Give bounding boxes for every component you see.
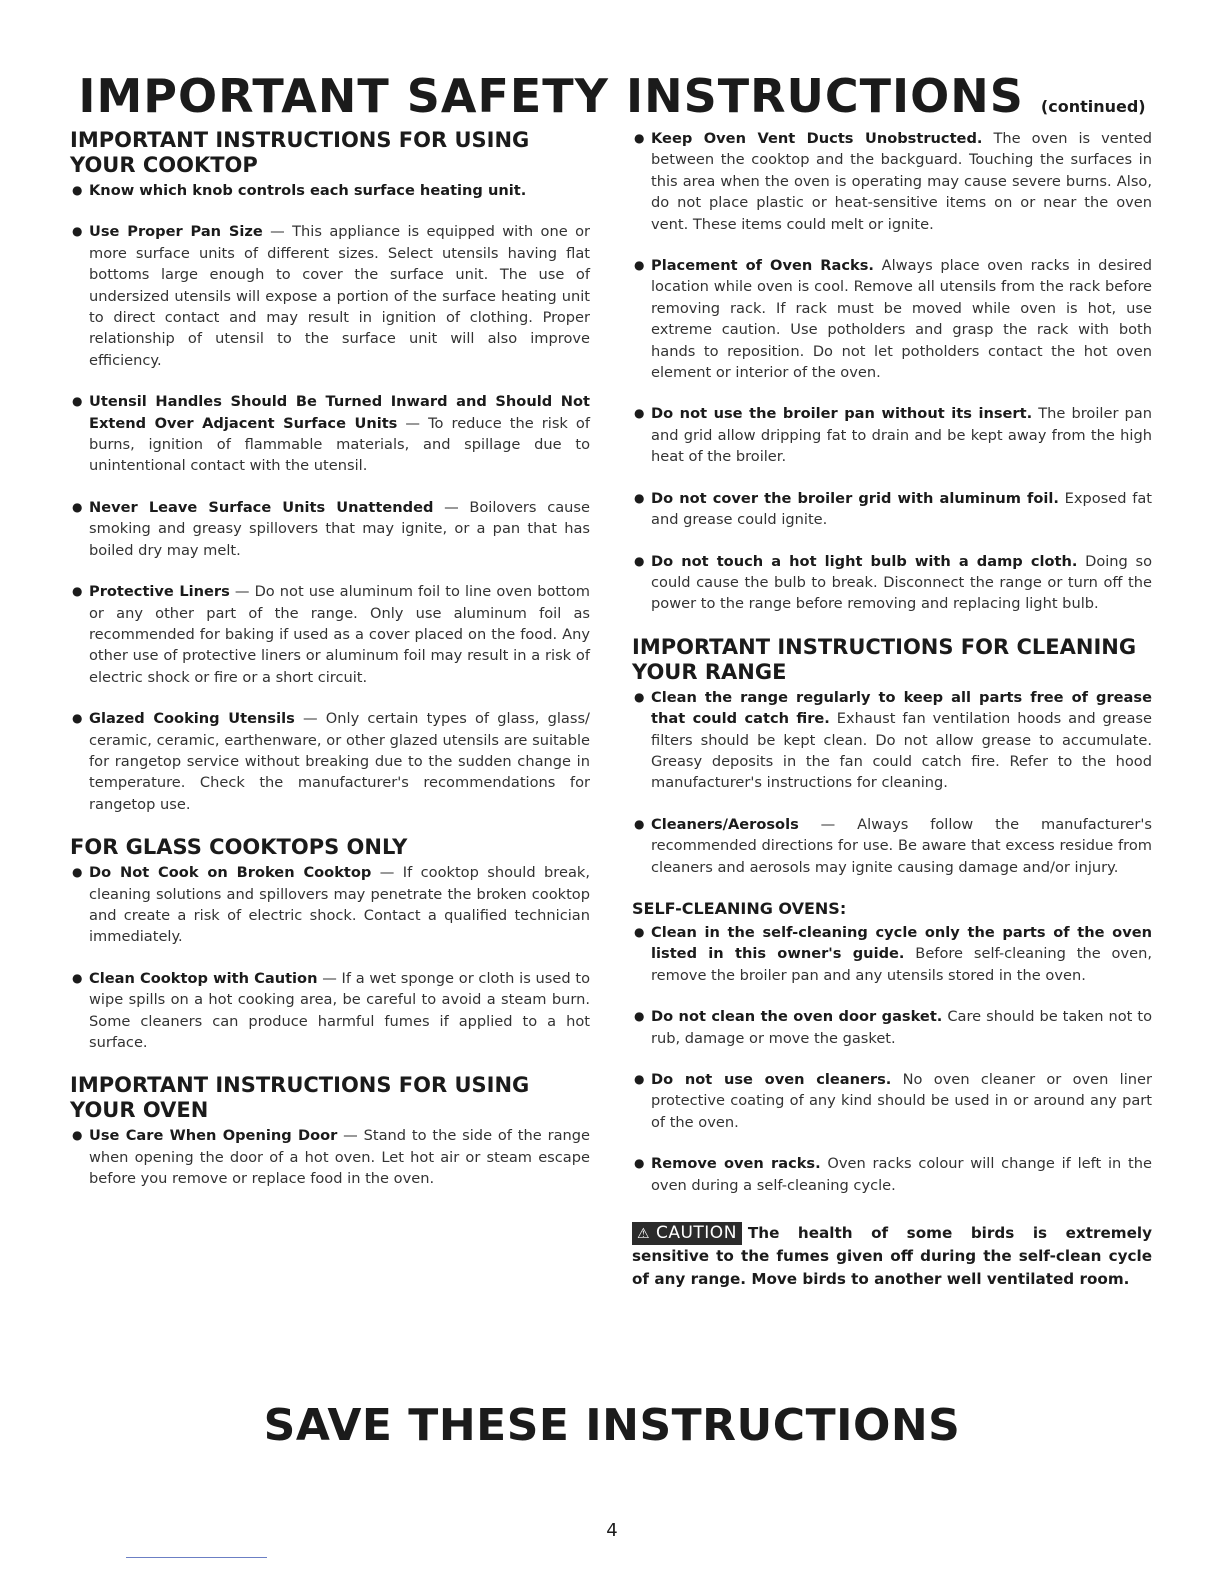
bullet-item-text: — Always follow the manufacturer's recommended directions for use. Be aware that excess residue from cleaners and aerosols may ignite causing damage and/or injury.	[651, 815, 1152, 876]
bullet-item	[632, 1153, 1152, 1196]
bullet-icon: ●	[634, 131, 645, 145]
bullet-item-lead: Protective Liners	[89, 583, 230, 601]
bullet-item-lead: Do not use oven cleaners.	[651, 1071, 892, 1088]
bullet-item	[632, 488, 1152, 531]
bullet-item-lead: Clean the range regularly to keep all parts free of grease that could catch fire.	[651, 688, 1152, 728]
bullet-item-text: Exhaust fan ventilation hoods and grease filters should be kept clean. Do not allow grease to accumulate. Greasy deposits in the fan could catch fire. Refer to the hood manufacturer's instructions for cleaning.	[651, 710, 1152, 792]
bullet-item	[632, 255, 1152, 383]
bullet-item-lead: Do Not Cook on Broken Cooktop	[89, 864, 372, 882]
bullet-item-lead: Know which knob controls each surface heating unit.	[89, 182, 527, 199]
bullet-item-text: Always place oven racks in desired location while oven is cool. Remove all utensils from the rack before removing rack. If rack must be moved while oven is hot, use extreme caution. Use potholders and grasp the rack with both hands to reposition. Do not let potholders contact the hot oven element or interior of the oven.	[651, 257, 1153, 382]
bullet-icon: ●	[634, 1009, 645, 1024]
bullet-item-lead: Clean in the self-cleaning cycle only the parts of the oven listed in this owner's guide.	[651, 923, 1152, 963]
bullet-item-lead: Clean Cooktop with Caution	[89, 969, 318, 987]
bullet-item	[70, 221, 590, 371]
bullet-item-text: Exposed fat and grease could ignite.	[651, 489, 1153, 529]
bullet-item	[70, 581, 590, 688]
bullet-item-text: — Do not use aluminum foil to line oven bottom or any other part of the range. Only use aluminum foil as recommended for baking if used as a cover placed on the food. Any other use of protective liners or aluminum foil may result in a risk of electric shock or fire or a short circuit.	[89, 583, 590, 686]
bullet-item-lead: Use Care When Opening Door	[89, 1127, 338, 1145]
bullet-item	[70, 497, 590, 561]
bullet-item	[70, 968, 590, 1054]
bullet-item-lead: Keep Oven Vent Ducts Unobstructed.	[651, 130, 983, 147]
caution-text: The health of some birds is extremely sensitive to the fumes given off during the self-clean cycle of any range. Move birds to another well ventilated room.	[632, 1224, 1152, 1288]
bullet-icon: ●	[72, 970, 83, 985]
bullet-item	[70, 708, 590, 815]
bullet-icon: ●	[72, 394, 83, 409]
bullet-icon: ●	[634, 689, 645, 704]
glass-cooktops-list	[70, 862, 590, 1053]
bullet-icon: ●	[634, 553, 645, 568]
caution-notice	[632, 1222, 1152, 1290]
bullet-item	[632, 403, 1152, 467]
oven-heading: IMPORTANT INSTRUCTIONS FOR USING YOUR OVEN	[70, 1073, 530, 1123]
caution-badge-label: CAUTION	[655, 1223, 737, 1244]
bullet-icon: ●	[634, 816, 645, 831]
bullet-icon: ●	[72, 183, 83, 197]
bullet-item-text: — Boilovers cause smoking and greasy spillovers that may ignite, or a pan that has boiled dry may melt.	[89, 498, 590, 559]
bullet-icon: ●	[634, 490, 645, 505]
bullet-item-text: — Only certain types of glass, glass/ ceramic, ceramic, earthenware, or other glazed utensils are suitable for rangetop service without breaking due to the sudden change in temperature. Check the manufacturer's recommendations for rangetop use.	[89, 710, 590, 813]
bullet-item	[70, 391, 590, 477]
save-instructions-title: SAVE THESE INSTRUCTIONS	[263, 1400, 961, 1451]
bullet-item-text: Doing so could cause the bulb to break. Disconnect the range or turn off the power to the range before removing and replacing light bulb.	[651, 552, 1152, 613]
bullet-item-lead: Never Leave Surface Units Unattended	[89, 498, 434, 516]
bullet-item	[70, 1125, 590, 1189]
bullet-icon: ●	[72, 584, 83, 599]
bullet-item	[632, 687, 1152, 794]
continued-label: (continued)	[1040, 97, 1146, 116]
bullet-item-lead: Glazed Cooking Utensils	[89, 710, 295, 728]
oven-list-right	[632, 128, 1152, 615]
footer-divider	[126, 1557, 267, 1558]
cleaning-list	[632, 687, 1152, 878]
self-cleaning-list	[632, 922, 1152, 1196]
bullet-item-text: No oven cleaner or oven liner protective coating of any kind should be used in or around any part of the oven.	[651, 1071, 1152, 1131]
glass-cooktops-heading: FOR GLASS COOKTOPS ONLY	[70, 835, 408, 860]
page-number: 4	[606, 1520, 618, 1541]
bullet-item	[632, 551, 1152, 615]
bullet-item	[632, 1006, 1152, 1049]
page-title	[0, 66, 1224, 137]
bullet-item	[632, 1069, 1152, 1133]
page-title-text: IMPORTANT SAFETY INSTRUCTIONS	[78, 69, 1024, 123]
cooktop-heading: IMPORTANT INSTRUCTIONS FOR USING YOUR COOKTOP	[70, 128, 530, 177]
bullet-item-lead: Cleaners/Aerosols	[651, 815, 799, 833]
bullet-item-text: — This appliance is equipped with one or more surface units of different sizes. Select utensils having flat bottoms large enough to cover the surface unit. The use of undersized utensils will expose a portion of the surface heating unit to direct contact and may result in ignition of clothing. Proper relationship of utensil to the surface unit will also improve efficiency.	[89, 223, 590, 369]
bullet-icon: ●	[72, 499, 83, 514]
bullet-item-text: — If a wet sponge or cloth is used to wipe spills on a hot cooking area, be careful to avoid a steam burn. Some cleaners can produce harmful fumes if applied to a hot surface.	[89, 969, 590, 1051]
cooktop-list	[70, 180, 590, 815]
bullet-icon: ●	[72, 865, 83, 880]
bullet-icon: ●	[634, 1156, 645, 1171]
bullet-item-lead: Utensil Handles Should Be Turned Inward and Should Not Extend Over Adjacent Surface Units	[89, 393, 590, 432]
caution-badge	[632, 1222, 742, 1245]
bullet-icon: ●	[634, 924, 645, 939]
bullet-icon: ●	[72, 1128, 83, 1143]
bullet-item-text: The oven is vented between the cooktop and the backguard. Touching the surfaces in this area when the oven is operating may cause severe burns. Also, do not place plastic or heat-sensitive items on or near the oven vent. These items could melt or ignite.	[651, 130, 1152, 233]
bullet-item-lead: Do not cover the broiler grid with aluminum foil.	[651, 489, 1059, 507]
bullet-icon: ●	[634, 1072, 645, 1086]
bullet-item-lead: Do not clean the oven door gasket.	[651, 1008, 943, 1026]
bullet-item-text: — To reduce the risk of burns, ignition of flammable materials, and spillage due to unintentional contact with the utensil.	[89, 414, 590, 475]
warning-icon: ⚠	[637, 1226, 651, 1243]
bullet-item	[70, 862, 590, 948]
bullet-item-lead: Do not use the broiler pan without its insert.	[651, 405, 1033, 423]
bullet-item-lead: Use Proper Pan Size	[89, 223, 263, 241]
bullet-item	[632, 128, 1152, 235]
cleaning-heading: IMPORTANT INSTRUCTIONS FOR CLEANING YOUR RANGE	[632, 634, 1137, 684]
left-column	[70, 128, 590, 1210]
bullet-item-text: — Stand to the side of the range when opening the door of a hot oven. Let hot air or steam escape before you remove or replace food in the oven.	[89, 1127, 590, 1188]
bullet-icon: ●	[72, 224, 83, 239]
bullet-icon: ●	[634, 406, 645, 421]
bullet-item-lead: Placement of Oven Racks.	[651, 257, 874, 275]
bullet-item	[70, 180, 590, 201]
bullet-icon: ●	[634, 258, 645, 273]
bullet-item	[632, 922, 1152, 986]
right-column	[632, 128, 1152, 1290]
bullet-item	[632, 814, 1152, 878]
bullet-item-lead: Remove oven racks.	[651, 1155, 821, 1173]
bullet-item-text: The broiler pan and grid allow dripping fat to drain and be kept away from the high heat of the broiler.	[651, 405, 1152, 466]
bullet-item-lead: Do not touch a hot light bulb with a damp cloth.	[651, 552, 1078, 570]
oven-list-left	[70, 1125, 590, 1189]
bullet-icon: ●	[72, 711, 83, 726]
self-cleaning-heading: SELF-CLEANING OVENS:	[632, 898, 847, 918]
bullet-item-text: Before self-cleaning the oven, remove the broiler pan and any utensils stored in the oven.	[651, 945, 1152, 984]
bullet-item-text: — If cooktop should break, cleaning solutions and spillovers may penetrate the broken cooktop and create a risk of electric shock. Contact a qualified technician immediately.	[89, 864, 590, 946]
bullet-item-text: Care should be taken not to rub, damage or move the gasket.	[651, 1008, 1152, 1047]
bullet-item-text: Oven racks colour will change if left in the oven during a self-cleaning cycle.	[651, 1155, 1152, 1194]
